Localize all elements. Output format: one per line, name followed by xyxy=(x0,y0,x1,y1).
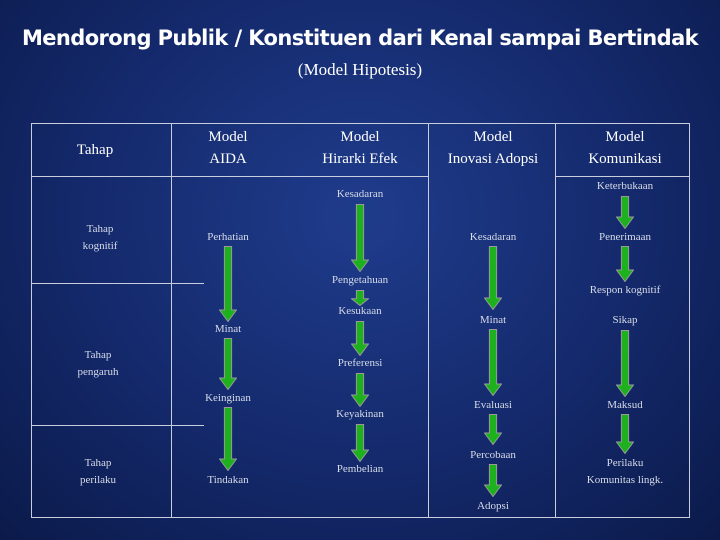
arrow-komunikasi-4 xyxy=(616,414,634,454)
arrow-inovasi-1 xyxy=(484,246,502,310)
slide-title: Mendorong Publik / Konstituen dari Kenal sampai Bertindak xyxy=(21,26,699,50)
header-komunikasi-line1: Model xyxy=(605,129,645,145)
komunikasi-perilaku-line1: Perilaku xyxy=(606,457,644,469)
hirarki-keyakinan: Keyakinan xyxy=(336,408,384,420)
arrow-aida-1 xyxy=(219,246,237,322)
column-divider-2 xyxy=(428,124,429,517)
arrow-komunikasi-1 xyxy=(616,196,634,229)
stage-kognitif xyxy=(50,221,150,255)
inovasi-percobaan: Percobaan xyxy=(470,449,516,461)
aida-perhatian: Perhatian xyxy=(207,231,249,243)
stage-pengaruh-line2: pengaruh xyxy=(77,366,119,378)
hirarki-kesadaran: Kesadaran xyxy=(336,188,384,200)
arrow-hirarki-5 xyxy=(351,424,369,462)
inovasi-evaluasi: Evaluasi xyxy=(474,399,512,411)
column-divider-1 xyxy=(171,124,172,517)
header-inovasi xyxy=(428,126,558,170)
hirarki-kesukaan: Kesukaan xyxy=(338,305,382,317)
stage-pengaruh xyxy=(48,347,148,381)
arrow-komunikasi-2 xyxy=(616,246,634,282)
hirarki-pembelian: Pembelian xyxy=(336,463,384,475)
arrow-hirarki-3 xyxy=(351,321,369,356)
header-aida-line1: Model xyxy=(208,129,248,145)
arrow-aida-2 xyxy=(219,338,237,390)
arrow-inovasi-3 xyxy=(484,414,502,445)
komunikasi-keterbukaan: Keterbukaan xyxy=(596,180,654,192)
arrow-inovasi-4 xyxy=(484,464,502,497)
hirarki-preferensi: Preferensi xyxy=(337,357,383,369)
aida-keinginan: Keinginan xyxy=(205,392,251,404)
stage-perilaku-line2: perilaku xyxy=(79,474,117,486)
stage-kognitif-line2: kognitif xyxy=(82,240,118,252)
header-inovasi-line2: Inovasi Adopsi xyxy=(447,151,539,167)
komunikasi-perilaku xyxy=(565,455,685,489)
column-divider-3 xyxy=(555,124,556,517)
inovasi-minat: Minat xyxy=(479,314,507,326)
komunikasi-penerimaan: Penerimaan xyxy=(599,231,651,243)
arrow-aida-3 xyxy=(219,407,237,471)
arrow-hirarki-1 xyxy=(351,204,369,272)
stage-perilaku-line1: Tahap xyxy=(84,457,112,469)
komunikasi-perilaku-line2: Komunitas lingk. xyxy=(586,474,664,486)
arrow-komunikasi-3 xyxy=(616,330,634,397)
arrow-hirarki-4 xyxy=(351,373,369,407)
arrow-hirarki-2 xyxy=(351,290,369,306)
hirarki-pengetahuan: Pengetahuan xyxy=(331,274,389,286)
header-aida xyxy=(180,126,276,170)
header-tahap: Tahap xyxy=(76,142,114,158)
header-hirarki-line1: Model xyxy=(340,129,380,145)
aida-minat: Minat xyxy=(214,323,242,335)
stage-perilaku xyxy=(48,455,148,489)
header-hirarki xyxy=(290,126,430,170)
header-aida-line2: AIDA xyxy=(209,151,247,167)
arrow-inovasi-2 xyxy=(484,329,502,396)
header-komunikasi-line2: Komunikasi xyxy=(588,151,662,167)
header-komunikasi xyxy=(560,126,690,170)
header-divider xyxy=(32,176,428,177)
stage-kognitif-line1: Tahap xyxy=(86,223,114,235)
komunikasi-respon-kognitif: Respon kognitif xyxy=(589,284,661,296)
stage-divider-2 xyxy=(32,425,204,426)
stage-pengaruh-line1: Tahap xyxy=(84,349,112,361)
aida-tindakan: Tindakan xyxy=(207,474,249,486)
header-inovasi-line1: Model xyxy=(473,129,513,145)
stage-divider-1 xyxy=(32,283,204,284)
header-hirarki-line2: Hirarki Efek xyxy=(322,151,398,167)
header-divider-right xyxy=(555,176,689,177)
inovasi-adopsi: Adopsi xyxy=(477,500,509,512)
slide-subtitle: (Model Hipotesis) xyxy=(297,60,423,79)
komunikasi-maksud: Maksud xyxy=(607,399,643,411)
inovasi-kesadaran: Kesadaran xyxy=(469,231,517,243)
komunikasi-sikap: Sikap xyxy=(612,314,638,326)
